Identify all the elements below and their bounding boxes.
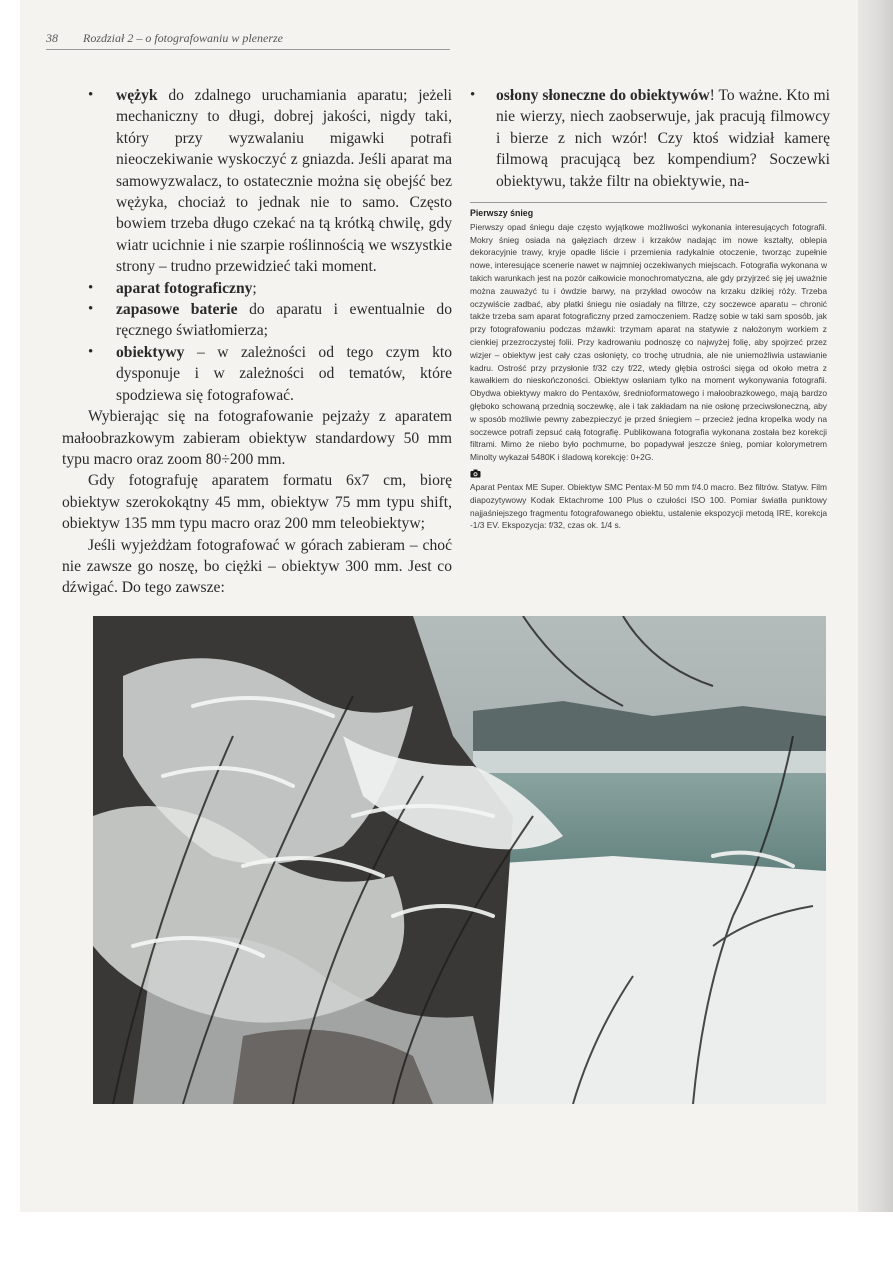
item-text: ! To ważne. Kto mi nie wierzy, niech zaobserwuje, jak pracują filmowcy i bierze z nich wzór! Czy ktoś widział kamerę filmową pracującą bez kompendium? Soczewki obiektywu, także filtr na obiektywie, na- <box>496 87 831 190</box>
chapter-title: Rozdział 2 – o fotografowaniu w plenerze <box>83 31 284 45</box>
photo-sidebar <box>470 202 827 532</box>
camera-icon <box>470 469 481 478</box>
item-term: aparat fotograficzny <box>116 279 253 297</box>
left-column <box>62 85 452 599</box>
body-paragraph: Jeśli wyjeżdżam fotografować w górach zabieram – choć nie zawsze go noszę, bo ciężki – obiektyw 300 mm. Jest co dźwigać. Do tego zawsze: <box>62 536 452 597</box>
item-term: zapasowe baterie <box>116 301 238 319</box>
item-text: – w zależności od tego czym kto dysponuje i w zależności od tematów, które spodziewa się fotografować. <box>116 343 452 404</box>
body-paragraph: Gdy fotografuję aparatem formatu 6x7 cm, biorę obiektyw szerokokątny 45 mm, obiektyw 75 mm typu shift, obiektyw 135 mm typu macro oraz 200 mm teleobiektyw; <box>62 472 452 533</box>
body-paragraph: Wybierając się na fotografowanie pejzaży z aparatem małoobrazkowym zabieram obiektyw standardowy 50 mm typu macro oraz zoom 80÷200 mm. <box>62 408 452 468</box>
item-term: wężyk <box>116 87 158 104</box>
scan-left-margin <box>0 0 20 1212</box>
book-binding-shadow <box>858 0 893 1212</box>
snowy-bush-photo <box>93 616 826 1104</box>
item-term: osłony słoneczne do obiektywów <box>496 87 710 104</box>
list-item <box>62 299 452 342</box>
photo-caption: Aparat Pentax ME Super. Obiektyw SMC Pentax-M 50 mm f/4.0 macro. Bez filtrów. Statyw. Film diapozytywowy Kodak Ektachrome 100 Plus o czułości ISO 100. Pomiar światła punktowy najjaśniejszego fragmentu fotografowanego obiektu, ustalenie ekspozycji metodą IRE, korekcja -1/3 EV. Ekspozycja: f/32, czas ok. 1/4 s. <box>470 481 827 531</box>
page-number: 38 <box>46 31 58 45</box>
bullet-icon: • <box>88 301 94 318</box>
equipment-list-continued <box>470 85 830 192</box>
item-term: obiektywy <box>116 343 185 361</box>
list-item <box>62 278 452 299</box>
bullet-icon: • <box>88 87 94 103</box>
running-header <box>46 31 450 50</box>
item-text: ; <box>252 279 257 297</box>
list-item <box>470 85 830 192</box>
bullet-icon: • <box>88 343 94 360</box>
item-text: do zdalnego uruchamiania aparatu; jeżeli mechaniczny to długi, dobrej jakości, nigdy taki, który przy wyzwalaniu migawki potrafi nieoczekiwanie wyskoczyć z gniazda. Jeśli aparat ma samowyzwalacz, to ostatecznie można się obejść bez wężyka, chociaż to jednak nie to samo. Często bowiem trzeba długo czekać na tą krótką chwilę, gdy wiatr ucichnie i nie szarpie roślinnością we wszystkie strony – trudno przewidzieć taki moment. <box>116 87 452 276</box>
list-item <box>62 85 452 278</box>
list-item <box>62 342 452 406</box>
bullet-icon: • <box>470 87 476 103</box>
photo-illustration <box>93 616 826 1104</box>
right-column <box>470 85 830 192</box>
item-text: do aparatu i ewentualnie do ręcznego światłomierza; <box>116 301 452 340</box>
bullet-icon: • <box>88 279 94 296</box>
equipment-list <box>62 85 452 406</box>
sidebar-body: Pierwszy opad śniegu daje często wyjątkowe możliwości wykonania interesujących fotografii. Mokry śnieg osiada na gałęziach drzew i krzaków nadając im nowe kształty, oblepia dekoracyjnie trawy, kryje opadłe liście i przemienia radykalnie otoczenie, tworząc zupełnie nowe, interesujące scenerie nawet w najmniej oczekiwanych miejscach. Fotografia wykonana w takich warunkach jest na pozór całkowicie monochromatyczna, ale gdy przyjrzeć się jej uważnie można zauważyć tu i ówdzie barwy, na przykład owoców na krzaku dzikiej róży. Trzeba oczywiście zadbać, aby płatki śniegu nie osiadały na filtrze, czy soczewce aparatu – chronić także trzeba sam aparat fotograficzny przed zamoczeniem. Radzę sobie w taki sam sposób, jak przy fotografowaniu podczas mżawki: trzymam aparat na statywie z nałożonym workiem z cienkiej przezroczystej folii. Przy kadrowaniu podnoszę co najwyżej folię, aby spojrzeć przez wizjer – obiektyw jest cały czas osłonięty, co trochę utrudnia, ale nie uniemożliwia ustawianie kadru. Ostrość przy przysłonie f/32 czy f/22, wtedy głębia ostrości sięga od około metra z kawałkiem do nieskończoności. Obiektyw osłaniam tylko na moment wykonywania fotografii. Obydwa obiektywy makro do Pentaxów, średnioformatowego i małoobrazkowego, mają bardzo głęboko schowaną przednią soczewkę, ale i tak zakładam na nie osłonę przeciwsłoneczną, aby w sposób możliwie pewny zabezpieczyć je przed śniegiem – przecież jedna kropelka wody na soczewce potrafi zepsuć całą fotografię. Publikowana fotografia wykonana została bez korekcji filtrami. Mimo że niebo było pochmurne, bo popadywał jeszcze śnieg, pomiar kolorymetrem Minolty wykazał 5480K i śladową korekcję: 0+2G. <box>470 221 827 463</box>
sidebar-title: Pierwszy śnieg <box>470 208 534 218</box>
